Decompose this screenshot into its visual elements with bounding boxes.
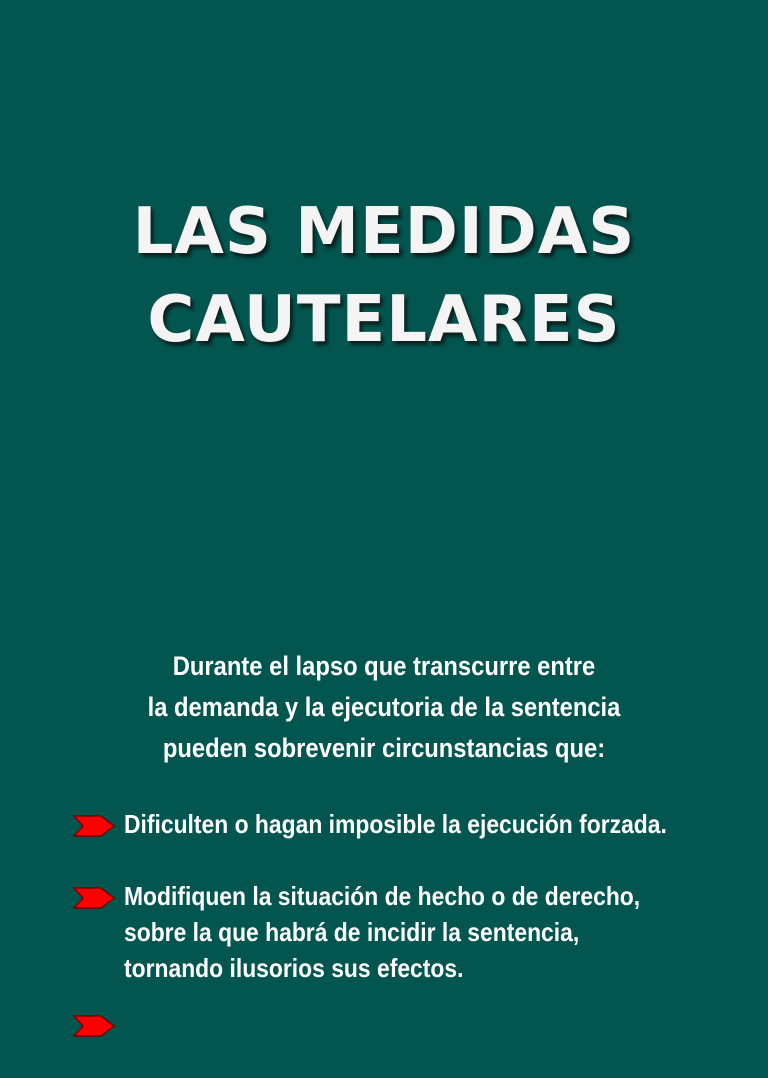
bullet-text: [124, 806, 740, 842]
intro-line: Durante el lapso que transcurre entre: [172, 651, 596, 681]
bullet-list: [0, 806, 768, 1078]
bullet-line: Modifiquen la situación de hecho o de derecho,: [124, 881, 641, 911]
red-arrow-icon: [73, 887, 115, 909]
slide-title: [0, 188, 768, 364]
bullet-item: [0, 878, 768, 1006]
intro-line: pueden sobrevenir circunstancias que:: [162, 733, 606, 763]
bullet-item: [0, 806, 768, 878]
bullet-line: tornando ilusorios sus efectos.: [124, 953, 464, 983]
red-arrow-icon: [73, 1015, 115, 1037]
slide-title-line-2: CAUTELARES: [147, 283, 621, 357]
intro-line: la demanda y la ejecutoria de la sentencia: [147, 692, 621, 722]
bullet-line: sobre la que habrá de incidir la sentencia,: [124, 917, 580, 947]
red-arrow-icon: [73, 815, 115, 837]
bullet-text: [124, 878, 740, 986]
bullet-line: Dificulten o hagan imposible la ejecución forzada.: [124, 809, 667, 839]
slide-title-line-1: LAS MEDIDAS: [132, 195, 636, 269]
intro-paragraph: [46, 646, 722, 769]
bullet-item: [0, 1006, 768, 1078]
